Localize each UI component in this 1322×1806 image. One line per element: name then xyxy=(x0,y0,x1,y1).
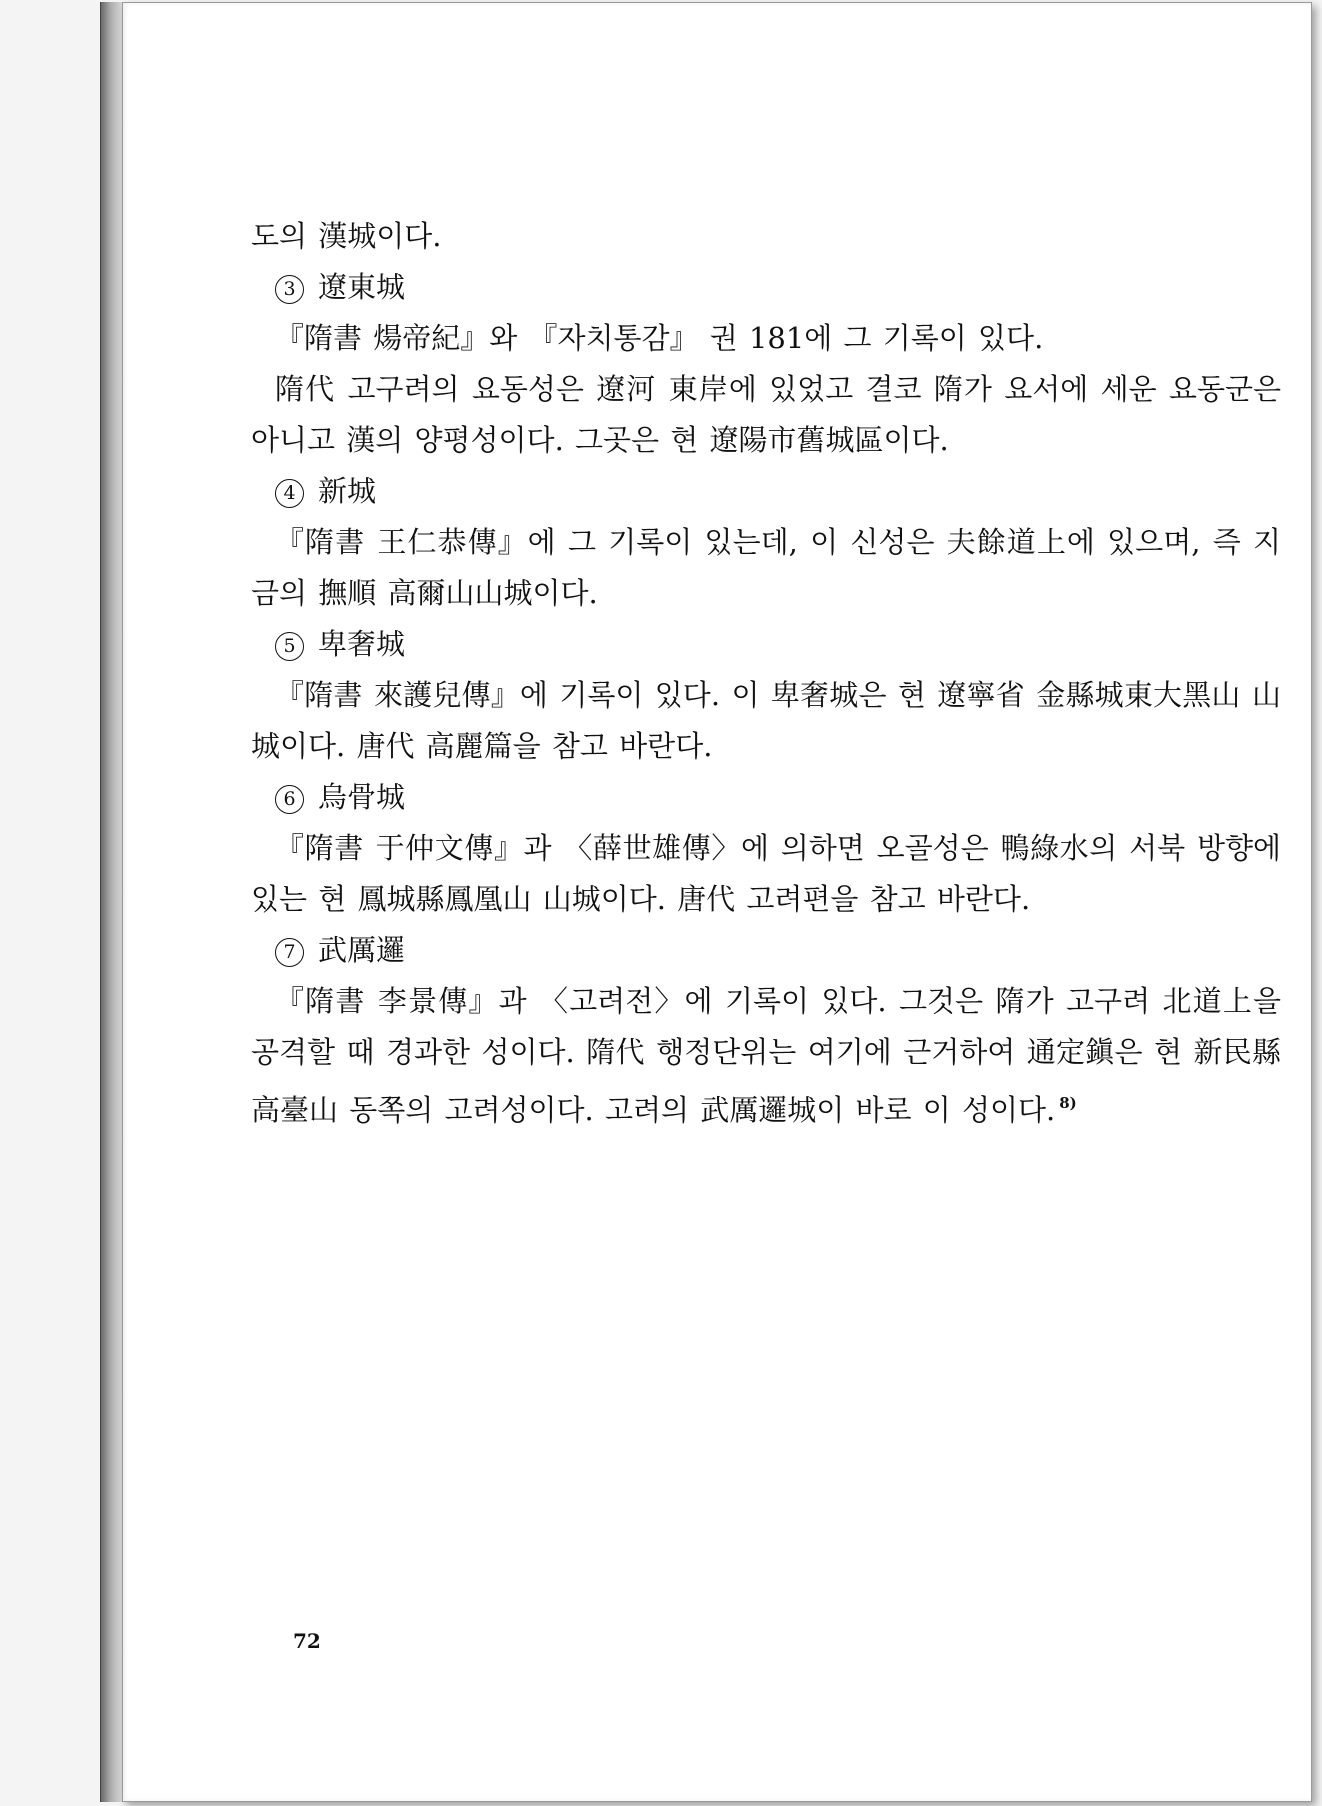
paragraph: 『隋書 于仲文傳』과 〈薛世雄傳〉에 의하면 오골성은 鴨綠水의 서북 방향에 있는 현 鳳城縣鳳凰山 山城이다. 唐代 고려편을 참고 바란다. xyxy=(251,831,1281,916)
circled-number-4: 4 xyxy=(275,479,304,508)
paragraph: 『隋書 煬帝紀』와 『자치통감』 권 181에 그 기록이 있다. xyxy=(275,321,1044,355)
paragraph-text: 『隋書 李景傳』과 〈고려전〉에 기록이 있다. 그것은 隋가 고구려 北道上을 공격할 때 경과한 성이다. 隋代 행정단위는 여기에 근거하여 通定鎭은 현 新民縣 高臺山 동쪽의 고려성이다. 고려의 武厲邏城이 바로 이 성이다. xyxy=(251,984,1281,1127)
page-body xyxy=(251,211,1281,1136)
section-heading-new-castle xyxy=(251,466,1281,517)
section-title: 烏骨城 xyxy=(318,780,406,814)
section-heading-bisa-castle xyxy=(251,619,1281,670)
circled-number-3: 3 xyxy=(275,275,304,304)
paragraph: 隋代 고구려의 요동성은 遼河 東岸에 있었고 결코 隋가 요서에 세운 요동군은 아니고 漢의 양평성이다. 그곳은 현 遼陽市舊城區이다. xyxy=(251,372,1281,457)
section-title: 卑奢城 xyxy=(318,627,406,661)
section-title: 武厲邏 xyxy=(318,933,406,967)
circled-number-5: 5 xyxy=(275,632,304,661)
circled-number-6: 6 xyxy=(275,785,304,814)
section-heading-liaodong-castle xyxy=(251,262,1281,313)
section-heading-ogol-castle xyxy=(251,772,1281,823)
section-heading-muryeora xyxy=(251,925,1281,976)
paragraph: 도의 漢城이다. xyxy=(251,219,442,253)
paragraph xyxy=(251,976,1281,1136)
book-page xyxy=(122,2,1312,1802)
page-number: 72 xyxy=(293,1629,321,1653)
paragraph: 『隋書 來護兒傳』에 기록이 있다. 이 卑奢城은 현 遼寧省 金縣城東大黑山 山城이다. 唐代 高麗篇을 참고 바란다. xyxy=(251,678,1281,763)
footnote-reference[interactable]: 8) xyxy=(1059,1094,1077,1112)
circled-number-7: 7 xyxy=(275,938,304,967)
paragraph: 『隋書 王仁恭傳』에 그 기록이 있는데, 이 신성은 夫餘道上에 있으며, 즉 지금의 撫順 高爾山山城이다. xyxy=(251,525,1281,610)
section-title: 新城 xyxy=(318,474,377,508)
section-title: 遼東城 xyxy=(318,270,406,304)
